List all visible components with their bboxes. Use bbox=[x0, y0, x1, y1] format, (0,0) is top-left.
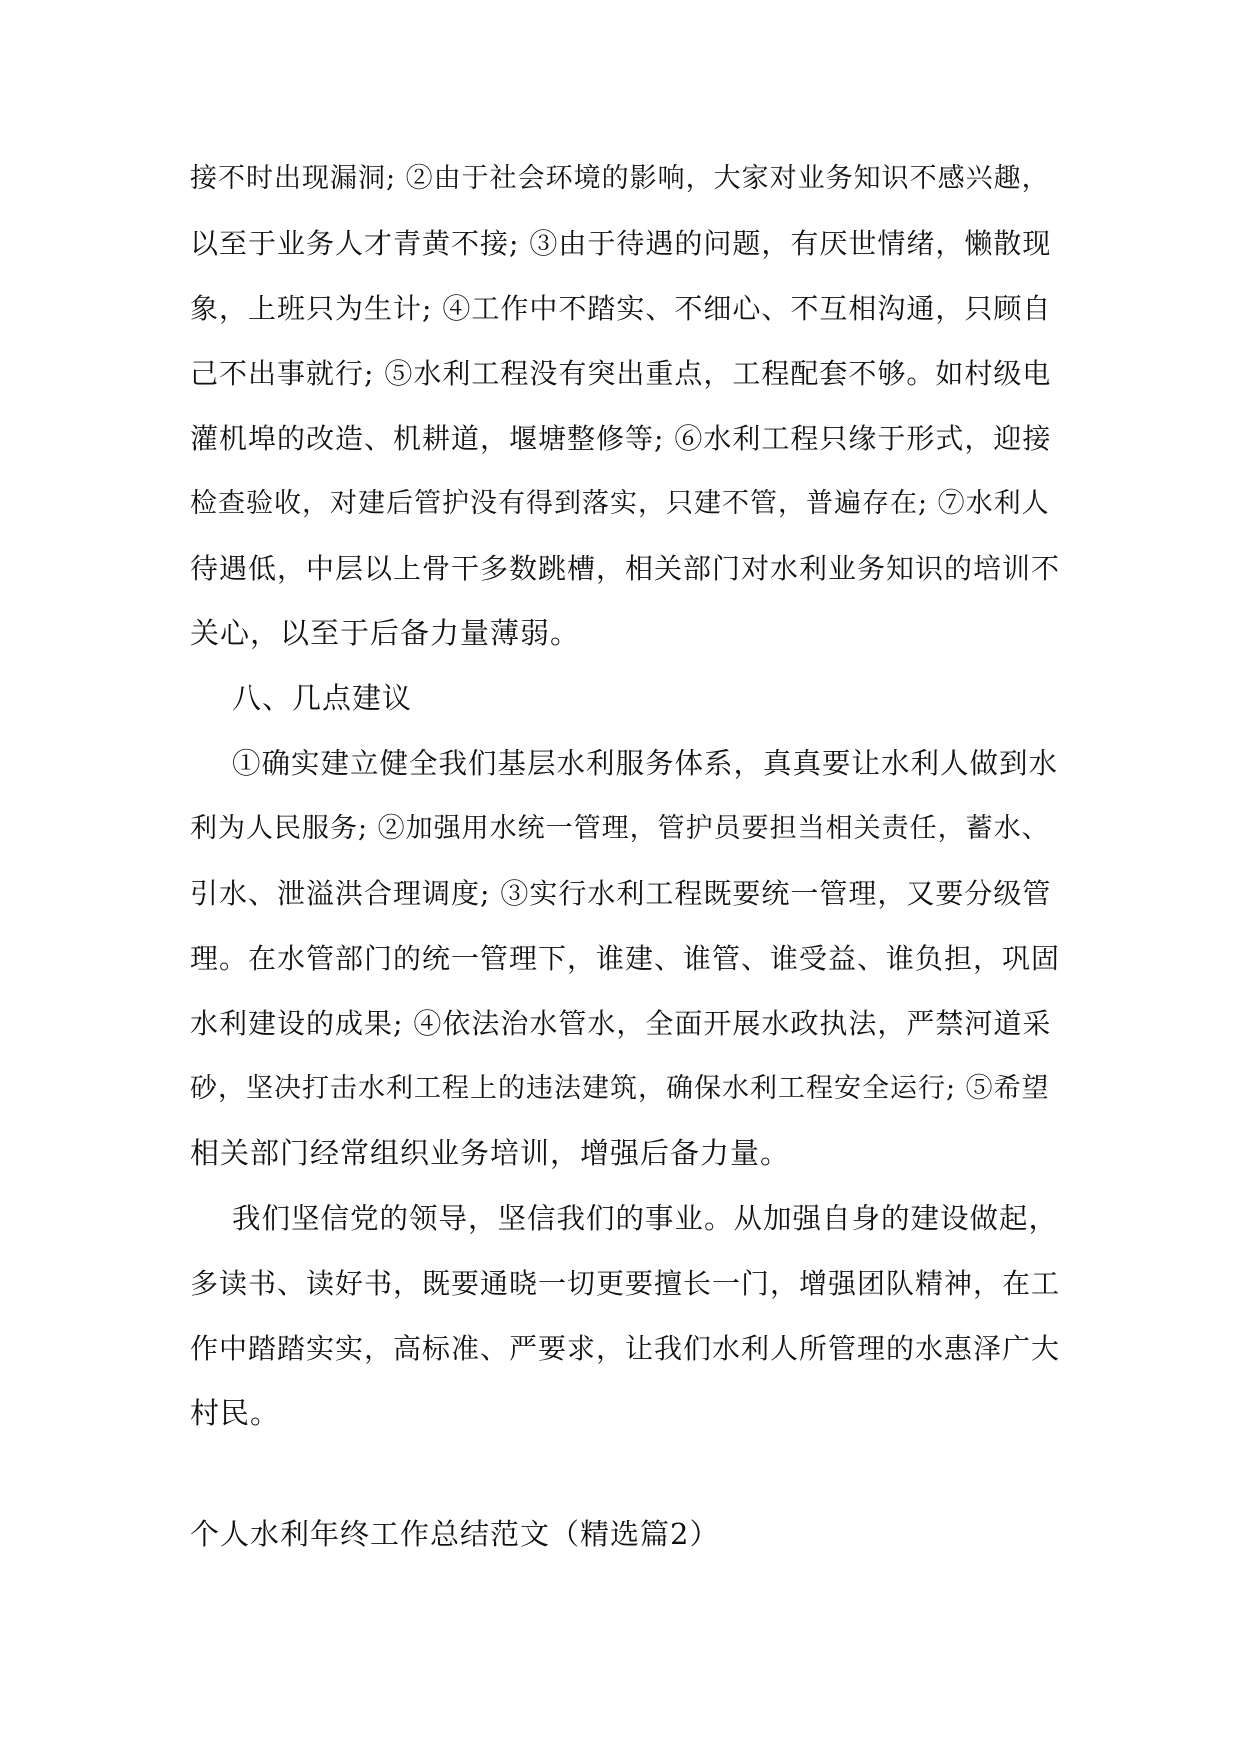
text-line: 村民。 bbox=[190, 1396, 281, 1430]
text-line: 检查验收，对建后管护没有得到落实，只建不管，普遍存在; ⑦水利人 bbox=[190, 488, 1050, 519]
text-line: 利为人民服务; ②加强用水统一管理，管护员要担当相关责任，蓄水、 bbox=[190, 813, 1050, 844]
section-heading-text: 八、几点建议 bbox=[232, 681, 413, 715]
text-line: 相关部门经常组织业务培训，增强后备力量。 bbox=[190, 1136, 791, 1170]
next-article-title: 个人水利年终工作总结范文（精选篇2） bbox=[190, 1517, 720, 1551]
text-line: 我们坚信党的领导，坚信我们的事业。从加强自身的建设做起， bbox=[232, 1202, 1059, 1235]
text-line: ①确实建立健全我们基层水利服务体系，真真要让水利人做到水 bbox=[232, 747, 1059, 780]
paragraph-suggestions bbox=[190, 731, 1060, 1186]
text-line: 多读书、读好书，既要通晓一切更要擅长一门，增强团队精神，在工 bbox=[190, 1267, 1061, 1300]
section-heading bbox=[190, 666, 1060, 731]
text-line: 接不时出现漏洞; ②由于社会环境的影响，大家对业务知识不感兴趣， bbox=[190, 163, 1050, 194]
paragraph-closing bbox=[190, 1186, 1060, 1446]
text-line: 待遇低，中层以上骨干多数跳槽，相关部门对水利业务知识的培训不 bbox=[190, 552, 1061, 585]
text-line: 引水、泄溢洪合理调度; ③实行水利工程既要统一管理，又要分级管 bbox=[190, 877, 1052, 910]
text-line: 水利建设的成果; ④依法治水管水，全面开展水政执法，严禁河道采 bbox=[190, 1007, 1052, 1040]
text-line: 以至于业务人才青黄不接; ③由于待遇的问题，有厌世情绪，懒散现 bbox=[190, 227, 1052, 260]
text-line: 作中踏踏实实，高标准、严要求，让我们水利人所管理的水惠泽广大 bbox=[190, 1332, 1061, 1365]
text-line: 砂，坚决打击水利工程上的违法建筑，确保水利工程安全运行; ⑤希望 bbox=[190, 1073, 1050, 1104]
text-line: 灌机埠的改造、机耕道，堰塘整修等; ⑥水利工程只缘于形式，迎接 bbox=[190, 422, 1052, 455]
text-line: 关心，以至于后备力量薄弱。 bbox=[190, 616, 581, 650]
text-line: 象，上班只为生计; ④工作中不踏实、不细心、不互相沟通，只顾自 bbox=[190, 292, 1052, 325]
text-line: 己不出事就行; ⑤水利工程没有突出重点，工程配套不够。如村级电 bbox=[190, 357, 1052, 390]
paragraph-problems bbox=[190, 146, 1060, 666]
text-line: 理。在水管部门的统一管理下，谁建、谁管、谁受益、谁负担，巩固 bbox=[190, 942, 1061, 975]
